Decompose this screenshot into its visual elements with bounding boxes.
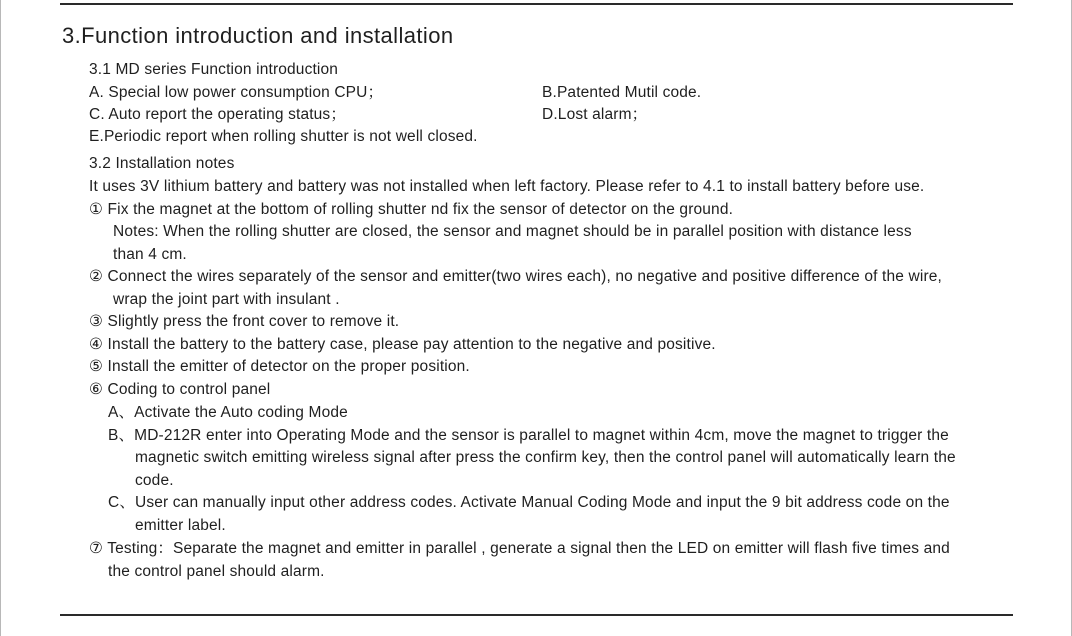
step-7-line-2: the control panel should alarm.	[108, 563, 325, 580]
step-6-a: A、Activate the Auto coding Mode	[108, 404, 348, 421]
feature-b: B.Patented Mutil code.	[542, 84, 702, 101]
step-4: ④ Install the battery to the battery case, please pay attention to the negative and positive.	[89, 336, 716, 353]
section-title: 3.Function introduction and installation	[62, 23, 454, 48]
bottom-rule	[60, 614, 1013, 616]
step-1-note-line-2: than 4 cm.	[113, 246, 187, 263]
step-5: ⑤ Install the emitter of detector on the proper position.	[89, 358, 470, 375]
top-rule	[60, 3, 1013, 5]
page-left-edge	[0, 0, 1, 636]
step-1: ① Fix the magnet at the bottom of rolling shutter nd fix the sensor of detector on the ground.	[89, 201, 734, 218]
step-6-b-line-2: magnetic switch emitting wireless signal after press the confirm key, then the control panel will automatically learn the	[135, 449, 956, 466]
function-intro-heading: 3.1 MD series Function introduction	[89, 61, 339, 78]
feature-d: D.Lost alarm；	[542, 106, 648, 123]
step-1-note-line-1: Notes: When the rolling shutter are closed, the sensor and magnet should be in parallel position with distance less	[113, 223, 912, 240]
step-6-b-line-3: code.	[135, 472, 174, 489]
feature-a: A. Special low power consumption CPU；	[89, 84, 384, 101]
step-6-c-line-2: emitter label.	[135, 517, 226, 534]
step-6-b-line-1: B、MD-212R enter into Operating Mode and the sensor is parallel to magnet within 4cm, move the magnet to trigger the	[108, 427, 949, 444]
step-7-line-1: ⑦ Testing：Separate the magnet and emitter in parallel , generate a signal then the LED on emitter will flash five times and	[89, 540, 950, 557]
step-6-c-line-1: C、User can manually input other address codes. Activate Manual Coding Mode and input the 9 bit address code on the	[108, 494, 950, 511]
installation-intro: It uses 3V lithium battery and battery was not installed when left factory. Please refer to 4.1 to install battery before use.	[89, 178, 925, 195]
feature-c: C. Auto report the operating status；	[89, 106, 346, 123]
step-3: ③ Slightly press the front cover to remove it.	[89, 313, 400, 330]
feature-e: E.Periodic report when rolling shutter is not well closed.	[89, 128, 478, 145]
step-2-line-2: wrap the joint part with insulant .	[113, 291, 340, 308]
step-6: ⑥ Coding to control panel	[89, 381, 271, 398]
installation-heading: 3.2 Installation notes	[89, 155, 235, 172]
step-2-line-1: ② Connect the wires separately of the sensor and emitter(two wires each), no negative and positive difference of the wire,	[89, 268, 942, 285]
